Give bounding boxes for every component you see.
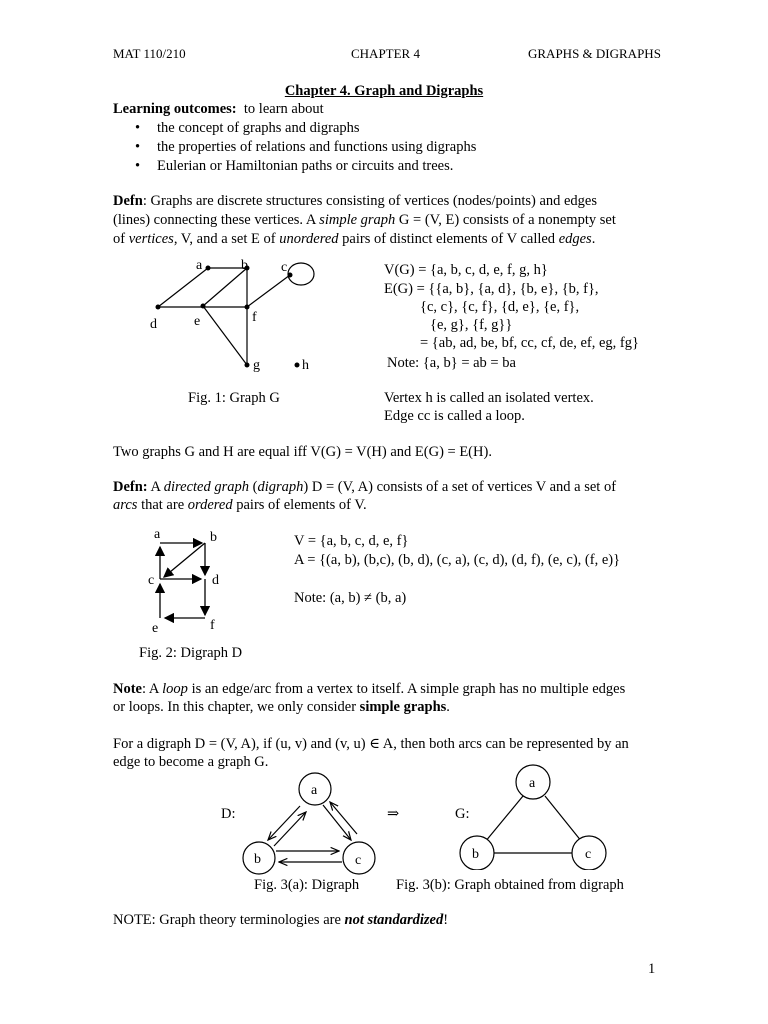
defn2-line1 (113, 479, 616, 496)
defn2-line2 (113, 497, 367, 514)
vertex-label: a (196, 258, 203, 273)
graph-g-figure (140, 255, 340, 380)
fig3-arrow: ⇒ (387, 806, 400, 822)
defn-term: digraph (257, 479, 304, 495)
fig1-isolated: Vertex h is called an isolated vertex. (384, 390, 594, 406)
fig1-note: Note: {a, b} = ab = ba (387, 355, 516, 371)
final-note-text: ! (443, 912, 449, 928)
defn-text: ) D = (V, A) consists of a set of vertices V and a set of (303, 479, 617, 495)
vertex-g (245, 363, 250, 368)
vertex-label: d (212, 573, 219, 588)
vertex-label: c (585, 847, 592, 862)
fig3-g-label: G: (455, 806, 470, 822)
note-text: . (446, 699, 450, 715)
fig3a-caption: Fig. 3(a): Digraph (254, 877, 360, 893)
defn-text: . (591, 231, 596, 247)
vertex-label: c (148, 573, 155, 588)
defn-text: of (113, 231, 129, 247)
vertex-label: g (253, 358, 260, 373)
fig1-caption: Fig. 1: Graph G (188, 390, 280, 406)
defn-label: Defn: (113, 479, 148, 495)
vertex-label: f (252, 310, 257, 325)
header-course: MAT 110/210 (113, 46, 186, 61)
defn-term: ordered (187, 497, 233, 513)
digraph-text-1: For a digraph D = (V, A), if (u, v) and (v, u) ∈ A, then both arcs can be represented by an (113, 736, 629, 752)
header-chapter: CHAPTER 4 (351, 46, 420, 61)
vertex-label: a (154, 527, 161, 542)
final-note-text: NOTE: Graph theory terminologies are (113, 912, 345, 928)
defn-term: directed graph (163, 479, 250, 495)
learning-intro: to learn about (243, 101, 324, 117)
arc-bc (164, 543, 205, 577)
defn-term: simple graph (319, 212, 396, 228)
vertex-h (295, 363, 300, 368)
bullet-text: the concept of graphs and digraphs (157, 120, 360, 136)
defn-text: , V, and a set E of (173, 231, 280, 247)
vertex-d (156, 305, 161, 310)
bullet-item: • Eulerian or Hamiltonian paths or circuits and trees. (135, 158, 454, 174)
defn-text: (lines) connecting these vertices. A (113, 212, 320, 228)
defn-text: : Graphs are discrete structures consisting of vertices (nodes/points) and edges (142, 193, 598, 209)
fig1-E4: = {ab, ad, be, bf, cc, cf, de, ef, eg, fg} (420, 335, 639, 351)
equality-text: Two graphs G and H are equal iff V(G) = V(H) and E(G) = E(H). (113, 444, 492, 460)
learning-label: Learning outcomes: (113, 101, 237, 117)
fig3b-caption: Fig. 3(b): Graph obtained from digraph (396, 877, 624, 893)
fig3-d-label: D: (221, 806, 236, 822)
bullet-text: Eulerian or Hamiltonian paths or circuits and trees. (157, 158, 454, 174)
digraph-fig3a (235, 768, 385, 878)
fig1-V: V(G) = {a, b, c, d, e, f, g, h} (384, 262, 548, 278)
vertex-label: a (529, 776, 536, 791)
vertex-label: b (472, 847, 479, 862)
fig2-note: Note: (a, b) ≠ (b, a) (294, 590, 407, 606)
fig1-E3: {e, g}, {f, g}} (430, 317, 513, 333)
defn-text: pairs of distinct elements of V called (338, 231, 559, 247)
vertex-label: c (355, 853, 362, 868)
defn1-line1 (113, 193, 597, 210)
vertex-label: b (254, 852, 261, 867)
bullet-item: • the properties of relations and functions using digraphs (135, 139, 477, 155)
edge-be (203, 268, 247, 306)
vertex-label: c (281, 260, 288, 275)
defn-text: A (147, 479, 164, 495)
defn1-line3 (113, 231, 595, 248)
fig2-A: A = {(a, b), (b,c), (b, d), (c, a), (c, d), (d, f), (e, c), (f, e)} (294, 552, 621, 568)
vertex-a (206, 266, 211, 271)
fig1-E1: E(G) = {{a, b}, {a, d}, {b, e}, {b, f}, (384, 281, 599, 297)
page-title: Chapter 4. Graph and Digraphs (284, 83, 484, 99)
defn-text: that are (137, 497, 188, 513)
note-label: Note (113, 681, 142, 697)
final-note-emphasis: not standardized (344, 912, 444, 928)
fig2-V: V = {a, b, c, d, e, f} (294, 533, 409, 549)
digraph-text-2: edge to become a graph G. (113, 754, 269, 770)
defn-term: unordered (279, 231, 339, 247)
vertex-label: b (210, 530, 217, 545)
defn1-line2 (113, 212, 616, 229)
defn-text: G = (V, E) consists of a nonempty set (395, 212, 616, 228)
vertex-label: b (241, 258, 248, 273)
note-line1 (113, 681, 625, 698)
edge-ab (485, 796, 523, 842)
edge-cf (247, 275, 290, 307)
fig1-E2: {c, c}, {c, f}, {d, e}, {e, f}, (420, 299, 580, 315)
vertex-c (288, 273, 293, 278)
vertex-label: e (152, 621, 159, 636)
note-text: is an edge/arc from a vertex to itself. A simple graph has no multiple edges (187, 681, 626, 697)
digraph-d-figure (140, 525, 240, 640)
note-text: : A (142, 681, 163, 697)
edge-ad (158, 268, 208, 307)
vertex-e (201, 304, 206, 309)
vertex-f (245, 305, 250, 310)
note-text: or loops. In this chapter, we only consider (113, 699, 360, 715)
note-term: loop (162, 681, 188, 697)
bullet-text: the properties of relations and functions using digraphs (157, 139, 477, 155)
edge-eg (203, 306, 247, 365)
note-line2 (113, 699, 450, 716)
learning-outcomes (113, 101, 324, 118)
page-number: 1 (648, 961, 656, 977)
vertex-label: f (210, 618, 215, 633)
vertex-label: h (302, 358, 309, 373)
vertex-label: e (194, 314, 201, 329)
note-term: simple graphs (359, 699, 447, 715)
defn-label: Defn (113, 193, 143, 209)
fig2-caption: Fig. 2: Digraph D (139, 645, 243, 661)
final-note (113, 912, 448, 929)
defn-term: arcs (113, 497, 138, 513)
defn-term: vertices (128, 231, 174, 247)
vertex-label: a (311, 783, 318, 798)
defn-text: pairs of elements of V. (232, 497, 367, 513)
edge-ac (545, 796, 582, 842)
bullet-item: • the concept of graphs and digraphs (135, 120, 360, 136)
vertex-label: d (150, 317, 157, 332)
defn-term: edges (558, 231, 592, 247)
defn-text: ( (249, 479, 258, 495)
fig1-loop: Edge cc is called a loop. (384, 408, 525, 424)
header-topic: GRAPHS & DIGRAPHS (528, 46, 661, 61)
graph-fig3b (455, 760, 615, 870)
